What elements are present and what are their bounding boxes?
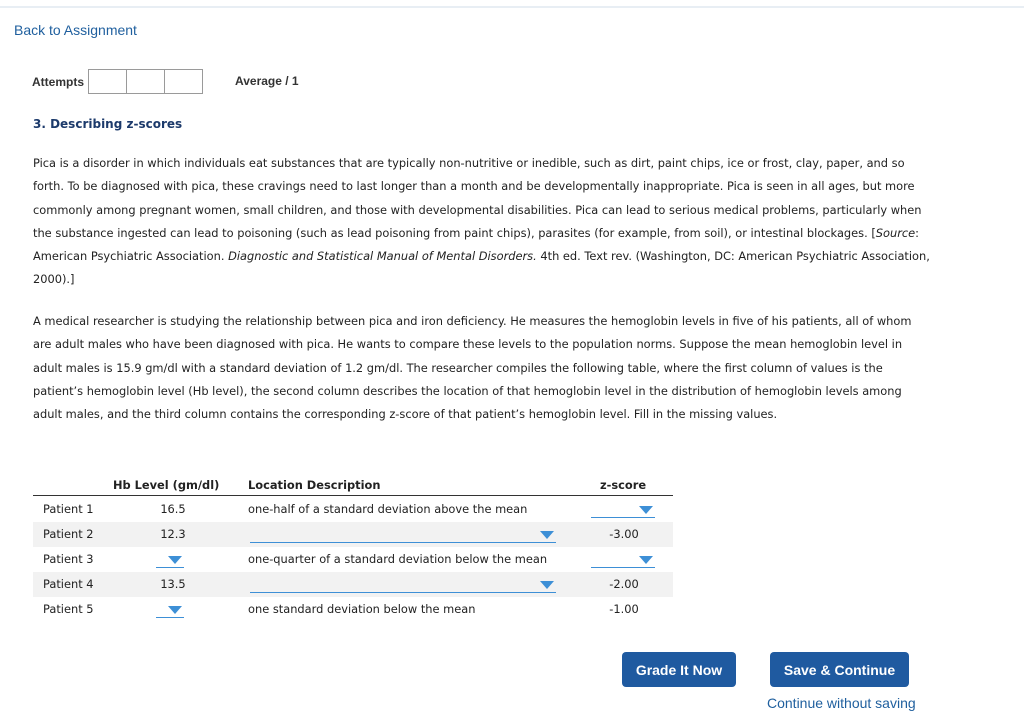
patient-label: Patient 3 bbox=[43, 552, 94, 566]
grade-it-now-button[interactable]: Grade It Now bbox=[622, 652, 736, 687]
z-score-value: -1.00 bbox=[609, 602, 639, 616]
location-description: one-half of a standard deviation above the mean bbox=[248, 502, 528, 516]
patient-label: Patient 4 bbox=[43, 577, 94, 591]
hb-level-dropdown[interactable] bbox=[156, 601, 184, 618]
chevron-down-icon bbox=[540, 531, 554, 539]
z-score-value: -2.00 bbox=[609, 577, 639, 591]
attempt-box-3 bbox=[164, 69, 203, 94]
attempt-box-1 bbox=[88, 69, 127, 94]
p1-book-title: Diagnostic and Statistical Manual of Mental Disorders. bbox=[228, 249, 537, 264]
z-score-dropdown[interactable] bbox=[591, 551, 655, 568]
location-dropdown[interactable] bbox=[250, 526, 556, 543]
z-score-dropdown[interactable] bbox=[591, 501, 655, 518]
p1-text-1: Pica is a disorder in which individuals eat substances that are typically non-nutritive or inedible, such as dirt, paint chips, ice or frost, clay, paper, and so forth. To be diagnosed with pica, these cravings need to last longer than a month and be developmentally inappropriate. Pica is seen in all ages, but more commonly among pregnant women, small children, and those with developmental disabilities. Pica can lead to serious medical problems, particularly when the substance ingested can lead to poisoning (such as lead poisoning from paint chips), parasites (for example, from soil), or intestinal blockages. [ bbox=[33, 156, 922, 240]
header-hb-level: Hb Level (gm/dl) bbox=[113, 478, 220, 492]
location-description: one standard deviation below the mean bbox=[248, 602, 476, 616]
hb-value: 13.5 bbox=[160, 577, 186, 591]
chevron-down-icon bbox=[540, 581, 554, 589]
average-score: Average / 1 bbox=[235, 74, 299, 88]
patient-label: Patient 5 bbox=[43, 602, 94, 616]
table-row-patient-1 bbox=[33, 497, 673, 522]
attempt-box-2 bbox=[126, 69, 165, 94]
p1-text-3: 4th ed. Text rev. (Washington, DC: American Psychiatric Association, 2000).] bbox=[33, 249, 930, 287]
attempts-tracker bbox=[32, 69, 203, 94]
attempts-label: Attempts bbox=[32, 74, 85, 89]
hb-value: 12.3 bbox=[160, 527, 186, 541]
chevron-down-icon bbox=[168, 606, 182, 614]
table-row-patient-2 bbox=[33, 522, 673, 547]
chevron-down-icon bbox=[168, 556, 182, 564]
chevron-down-icon bbox=[639, 556, 653, 564]
top-divider bbox=[0, 6, 1024, 8]
question-paragraph-1 bbox=[33, 152, 933, 292]
hb-value: 16.5 bbox=[160, 502, 186, 516]
patient-label: Patient 2 bbox=[43, 527, 94, 541]
question-paragraph-2: A medical researcher is studying the relationship between pica and iron deficiency. He measures the hemoglobin levels in five of his patients, all of whom are adult males who have been diagnosed with pica. He wants to compare these levels to the population norms. Suppose the mean hemoglobin level in adult males is 15.9 gm/dl with a standard deviation of 1.2 gm/dl. The researcher compiles the following table, where the first column of values is the patient’s hemoglobin level (Hb level), the second column describes the location of that hemoglobin level in the distribution of hemoglobin levels among adult males, and the third column contains the corresponding z-score of that patient’s hemoglobin level. Fill in the missing values. bbox=[33, 314, 912, 422]
z-score-value: -3.00 bbox=[609, 527, 639, 541]
save-and-continue-button[interactable]: Save & Continue bbox=[770, 652, 909, 687]
hb-level-dropdown[interactable] bbox=[156, 551, 184, 568]
patient-label: Patient 1 bbox=[43, 502, 94, 516]
location-dropdown[interactable] bbox=[250, 576, 556, 593]
continue-without-saving-link[interactable]: Continue without saving bbox=[767, 695, 916, 711]
back-to-assignment-link[interactable]: Back to Assignment bbox=[14, 22, 137, 38]
table-row-patient-3 bbox=[33, 547, 673, 572]
table-row-patient-5 bbox=[33, 597, 673, 622]
table-header-rule bbox=[33, 495, 673, 496]
location-description: one-quarter of a standard deviation below the mean bbox=[248, 552, 548, 566]
header-z-score: z-score bbox=[600, 478, 647, 492]
chevron-down-icon bbox=[639, 506, 653, 514]
header-location: Location Description bbox=[248, 478, 381, 492]
p1-source-label: Source bbox=[875, 225, 916, 240]
p1-text-2: : American Psychiatric Association. bbox=[33, 225, 920, 264]
table-row-patient-4 bbox=[33, 572, 673, 597]
question-title: 3. Describing z-scores bbox=[33, 117, 183, 131]
